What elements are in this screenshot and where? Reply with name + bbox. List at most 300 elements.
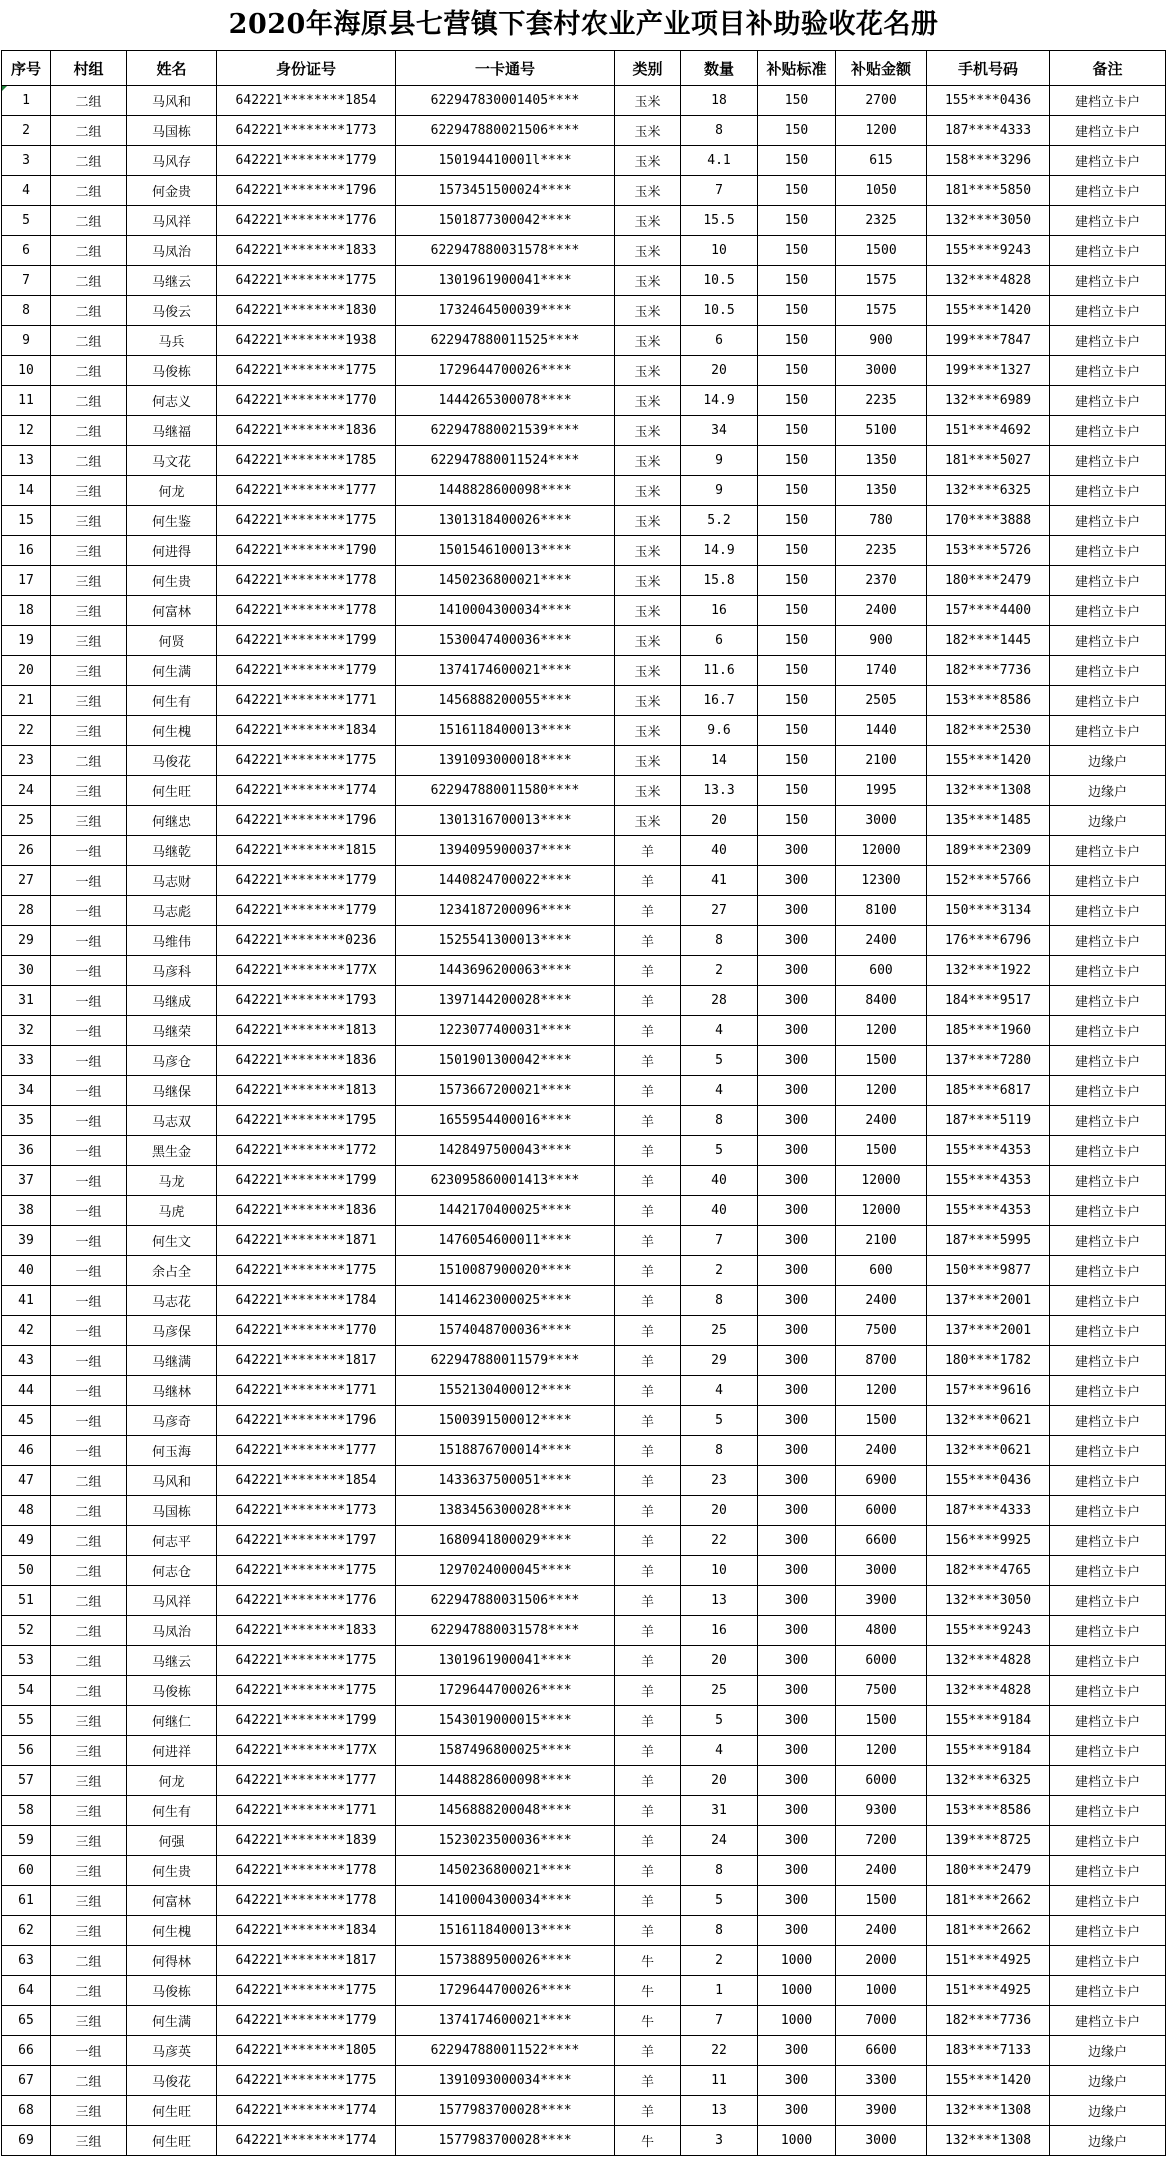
cell-category: 羊 — [615, 1076, 681, 1106]
cell-subsidy-rate: 1000 — [758, 2006, 836, 2036]
cell-category: 玉米 — [615, 146, 681, 176]
cell-card-number: 1574048700036**** — [396, 1316, 615, 1346]
cell-group: 二组 — [51, 1676, 127, 1706]
cell-category: 羊 — [615, 1646, 681, 1676]
cell-index: 47 — [2, 1466, 51, 1496]
cell-subsidy-amount: 6000 — [836, 1496, 927, 1526]
cell-subsidy-rate: 300 — [758, 1106, 836, 1136]
cell-category: 玉米 — [615, 266, 681, 296]
cell-id-number: 642221********1775 — [217, 506, 396, 536]
cell-subsidy-amount: 2400 — [836, 1856, 927, 1886]
cell-card-number: 1444265300078**** — [396, 386, 615, 416]
cell-subsidy-amount: 7500 — [836, 1316, 927, 1346]
cell-subsidy-amount: 2400 — [836, 1106, 927, 1136]
table-row — [2, 2006, 1166, 2036]
cell-id-number: 642221********1770 — [217, 1316, 396, 1346]
cell-category: 玉米 — [615, 656, 681, 686]
cell-subsidy-rate: 300 — [758, 1796, 836, 1826]
cell-category: 羊 — [615, 1766, 681, 1796]
cell-quantity: 9.6 — [681, 716, 758, 746]
cell-subsidy-amount: 7200 — [836, 1826, 927, 1856]
cell-name: 何生文 — [127, 1226, 217, 1256]
cell-category: 羊 — [615, 1586, 681, 1616]
cell-remarks: 建档立卡户 — [1050, 1406, 1166, 1436]
cell-quantity: 6 — [681, 626, 758, 656]
cell-subsidy-rate: 300 — [758, 1826, 836, 1856]
cell-phone: 155****4353 — [927, 1196, 1050, 1226]
table-row — [2, 746, 1166, 776]
cell-id-number: 642221********177X — [217, 1736, 396, 1766]
table-row — [2, 1706, 1166, 1736]
cell-category: 羊 — [615, 1826, 681, 1856]
cell-quantity: 6 — [681, 326, 758, 356]
cell-group: 二组 — [51, 356, 127, 386]
cell-group: 三组 — [51, 1886, 127, 1916]
cell-name: 马虎 — [127, 1196, 217, 1226]
cell-subsidy-amount: 1440 — [836, 716, 927, 746]
cell-phone: 155****1420 — [927, 2066, 1050, 2096]
cell-id-number: 642221********1833 — [217, 1616, 396, 1646]
cell-subsidy-amount: 780 — [836, 506, 927, 536]
table-row — [2, 446, 1166, 476]
cell-id-number: 642221********1775 — [217, 1976, 396, 2006]
table-row — [2, 1616, 1166, 1646]
cell-card-number: 622947880011525**** — [396, 326, 615, 356]
cell-name: 马继云 — [127, 1646, 217, 1676]
cell-remarks: 建档立卡户 — [1050, 506, 1166, 536]
cell-name: 马风祥 — [127, 1586, 217, 1616]
cell-phone: 181****2662 — [927, 1916, 1050, 1946]
cell-remarks: 建档立卡户 — [1050, 1796, 1166, 1826]
cell-name: 马继满 — [127, 1346, 217, 1376]
cell-remarks: 边缘户 — [1050, 806, 1166, 836]
table-row — [2, 356, 1166, 386]
cell-remarks: 边缘户 — [1050, 776, 1166, 806]
cell-phone: 170****3888 — [927, 506, 1050, 536]
cell-id-number: 642221********1774 — [217, 776, 396, 806]
cell-remarks: 建档立卡户 — [1050, 266, 1166, 296]
cell-phone: 132****4828 — [927, 1646, 1050, 1676]
table-row — [2, 1766, 1166, 1796]
cell-remarks: 建档立卡户 — [1050, 1736, 1166, 1766]
cell-remarks: 建档立卡户 — [1050, 1106, 1166, 1136]
cell-subsidy-amount: 5100 — [836, 416, 927, 446]
cell-subsidy-rate: 300 — [758, 986, 836, 1016]
cell-id-number: 642221********1784 — [217, 1286, 396, 1316]
cell-remarks: 建档立卡户 — [1050, 206, 1166, 236]
cell-name: 何强 — [127, 1826, 217, 1856]
cell-subsidy-amount: 3000 — [836, 2126, 927, 2156]
cell-subsidy-amount: 12000 — [836, 1166, 927, 1196]
cell-subsidy-amount: 1500 — [836, 236, 927, 266]
cell-subsidy-rate: 150 — [758, 596, 836, 626]
cell-id-number: 642221********1779 — [217, 866, 396, 896]
cell-id-number: 642221********1778 — [217, 566, 396, 596]
cell-card-number: 1301961900041**** — [396, 1646, 615, 1676]
cell-category: 玉米 — [615, 776, 681, 806]
cell-id-number: 642221********1815 — [217, 836, 396, 866]
header-quantity: 数量 — [681, 51, 758, 86]
cell-group: 一组 — [51, 986, 127, 1016]
cell-quantity: 8 — [681, 1286, 758, 1316]
cell-name: 黑生金 — [127, 1136, 217, 1166]
cell-id-number: 642221********1817 — [217, 1346, 396, 1376]
table-row — [2, 1856, 1166, 1886]
table-row — [2, 1406, 1166, 1436]
cell-id-number: 642221********1775 — [217, 2066, 396, 2096]
cell-index: 63 — [2, 1946, 51, 1976]
cell-remarks: 建档立卡户 — [1050, 1286, 1166, 1316]
cell-name: 何生贵 — [127, 566, 217, 596]
cell-subsidy-rate: 300 — [758, 926, 836, 956]
cell-index: 24 — [2, 776, 51, 806]
cell-name: 何玉海 — [127, 1436, 217, 1466]
cell-subsidy-amount: 2235 — [836, 536, 927, 566]
cell-group: 一组 — [51, 1376, 127, 1406]
cell-subsidy-amount: 3300 — [836, 2066, 927, 2096]
table-row — [2, 2126, 1166, 2156]
cell-group: 三组 — [51, 596, 127, 626]
cell-category: 羊 — [615, 1496, 681, 1526]
cell-category: 羊 — [615, 1376, 681, 1406]
cell-subsidy-rate: 150 — [758, 536, 836, 566]
cell-card-number: 1510087900020**** — [396, 1256, 615, 1286]
cell-group: 二组 — [51, 1586, 127, 1616]
cell-subsidy-amount: 1200 — [836, 1016, 927, 1046]
cell-category: 羊 — [615, 1466, 681, 1496]
table-row — [2, 1316, 1166, 1346]
cell-card-number: 1516118400013**** — [396, 716, 615, 746]
header-name: 姓名 — [127, 51, 217, 86]
cell-card-number: 1442170400025**** — [396, 1196, 615, 1226]
cell-category: 玉米 — [615, 446, 681, 476]
cell-subsidy-rate: 300 — [758, 1226, 836, 1256]
cell-group: 三组 — [51, 1736, 127, 1766]
cell-remarks: 建档立卡户 — [1050, 1886, 1166, 1916]
table-row — [2, 86, 1166, 116]
cell-subsidy-rate: 150 — [758, 386, 836, 416]
table-row — [2, 686, 1166, 716]
cell-remarks: 建档立卡户 — [1050, 1676, 1166, 1706]
cell-index: 54 — [2, 1676, 51, 1706]
cell-quantity: 8 — [681, 116, 758, 146]
cell-id-number: 642221********1776 — [217, 206, 396, 236]
cell-name: 何富林 — [127, 596, 217, 626]
cell-phone: 150****3134 — [927, 896, 1050, 926]
table-row — [2, 626, 1166, 656]
cell-group: 三组 — [51, 1766, 127, 1796]
table-row — [2, 1496, 1166, 1526]
cell-index: 58 — [2, 1796, 51, 1826]
cell-quantity: 8 — [681, 1856, 758, 1886]
table-row — [2, 2096, 1166, 2126]
cell-index: 29 — [2, 926, 51, 956]
cell-phone: 132****1308 — [927, 776, 1050, 806]
cell-group: 三组 — [51, 716, 127, 746]
cell-phone: 155****1420 — [927, 296, 1050, 326]
table-row — [2, 266, 1166, 296]
cell-id-number: 642221********1775 — [217, 356, 396, 386]
cell-subsidy-amount: 6000 — [836, 1646, 927, 1676]
cell-group: 三组 — [51, 2126, 127, 2156]
table-row — [2, 866, 1166, 896]
cell-quantity: 16 — [681, 596, 758, 626]
cell-category: 羊 — [615, 866, 681, 896]
cell-card-number: 1433637500051**** — [396, 1466, 615, 1496]
cell-subsidy-rate: 150 — [758, 746, 836, 776]
cell-quantity: 22 — [681, 1526, 758, 1556]
cell-group: 二组 — [51, 116, 127, 146]
cell-card-number: 1456888200055**** — [396, 686, 615, 716]
cell-quantity: 9 — [681, 446, 758, 476]
cell-subsidy-rate: 150 — [758, 116, 836, 146]
cell-id-number: 642221********1775 — [217, 1556, 396, 1586]
cell-phone: 185****1960 — [927, 1016, 1050, 1046]
cell-category: 羊 — [615, 1016, 681, 1046]
cell-card-number: 1729644700026**** — [396, 356, 615, 386]
cell-remarks: 建档立卡户 — [1050, 1616, 1166, 1646]
cell-index: 7 — [2, 266, 51, 296]
cell-index: 35 — [2, 1106, 51, 1136]
cell-group: 三组 — [51, 1826, 127, 1856]
cell-index: 4 — [2, 176, 51, 206]
cell-card-number: 622947880021506**** — [396, 116, 615, 146]
cell-index: 1 — [2, 86, 51, 116]
header-phone: 手机号码 — [927, 51, 1050, 86]
cell-id-number: 642221********1799 — [217, 626, 396, 656]
cell-quantity: 8 — [681, 1436, 758, 1466]
cell-group: 二组 — [51, 1946, 127, 1976]
cell-phone: 139****8725 — [927, 1826, 1050, 1856]
cell-quantity: 31 — [681, 1796, 758, 1826]
table-row — [2, 1076, 1166, 1106]
cell-quantity: 24 — [681, 1826, 758, 1856]
cell-quantity: 41 — [681, 866, 758, 896]
cell-name: 何富林 — [127, 1886, 217, 1916]
cell-subsidy-rate: 150 — [758, 206, 836, 236]
cell-index: 45 — [2, 1406, 51, 1436]
cell-remarks: 建档立卡户 — [1050, 656, 1166, 686]
cell-card-number: 622947880011580**** — [396, 776, 615, 806]
cell-id-number: 642221********1796 — [217, 176, 396, 206]
cell-group: 一组 — [51, 1136, 127, 1166]
table-row — [2, 2066, 1166, 2096]
table-row — [2, 1166, 1166, 1196]
cell-index: 46 — [2, 1436, 51, 1466]
cell-category: 玉米 — [615, 716, 681, 746]
cell-id-number: 642221********1817 — [217, 1946, 396, 1976]
cell-quantity: 14.9 — [681, 536, 758, 566]
cell-name: 马兵 — [127, 326, 217, 356]
cell-group: 三组 — [51, 566, 127, 596]
cell-id-number: 642221********1770 — [217, 386, 396, 416]
cell-index: 59 — [2, 1826, 51, 1856]
cell-index: 6 — [2, 236, 51, 266]
cell-name: 何金贵 — [127, 176, 217, 206]
cell-name: 何进得 — [127, 536, 217, 566]
cell-name: 马继云 — [127, 266, 217, 296]
cell-id-number: 642221********1854 — [217, 86, 396, 116]
cell-phone: 180****1782 — [927, 1346, 1050, 1376]
cell-index: 60 — [2, 1856, 51, 1886]
cell-quantity: 16 — [681, 1616, 758, 1646]
table-row — [2, 716, 1166, 746]
table-row — [2, 1046, 1166, 1076]
cell-quantity: 4 — [681, 1376, 758, 1406]
cell-id-number: 642221********1795 — [217, 1106, 396, 1136]
cell-subsidy-rate: 300 — [758, 866, 836, 896]
cell-id-number: 642221********1839 — [217, 1826, 396, 1856]
cell-phone: 152****5766 — [927, 866, 1050, 896]
cell-category: 玉米 — [615, 536, 681, 566]
cell-subsidy-amount: 600 — [836, 956, 927, 986]
cell-quantity: 7 — [681, 1226, 758, 1256]
cell-subsidy-amount: 7000 — [836, 2006, 927, 2036]
cell-phone: 187****5119 — [927, 1106, 1050, 1136]
cell-card-number: 1450236800021**** — [396, 566, 615, 596]
cell-id-number: 642221********1779 — [217, 656, 396, 686]
table-row — [2, 1976, 1166, 2006]
cell-category: 牛 — [615, 1946, 681, 1976]
cell-index: 62 — [2, 1916, 51, 1946]
cell-subsidy-amount: 2400 — [836, 1916, 927, 1946]
cell-phone: 132****1308 — [927, 2096, 1050, 2126]
cell-quantity: 10.5 — [681, 296, 758, 326]
header-card-number: 一卡通号 — [396, 51, 615, 86]
cell-quantity: 40 — [681, 836, 758, 866]
cell-remarks: 建档立卡户 — [1050, 866, 1166, 896]
cell-group: 二组 — [51, 206, 127, 236]
cell-subsidy-amount: 6600 — [836, 1526, 927, 1556]
cell-category: 玉米 — [615, 806, 681, 836]
cell-index: 32 — [2, 1016, 51, 1046]
cell-remarks: 边缘户 — [1050, 2096, 1166, 2126]
header-subsidy-amount: 补贴金额 — [836, 51, 927, 86]
cell-quantity: 14.9 — [681, 386, 758, 416]
cell-card-number: 1223077400031**** — [396, 1016, 615, 1046]
cell-category: 羊 — [615, 1346, 681, 1376]
cell-quantity: 13 — [681, 2096, 758, 2126]
cell-phone: 189****2309 — [927, 836, 1050, 866]
cell-index: 49 — [2, 1526, 51, 1556]
cell-remarks: 建档立卡户 — [1050, 356, 1166, 386]
cell-id-number: 642221********1813 — [217, 1076, 396, 1106]
cell-index: 23 — [2, 746, 51, 776]
cell-remarks: 建档立卡户 — [1050, 1496, 1166, 1526]
cell-name: 马志双 — [127, 1106, 217, 1136]
cell-name: 马俊栋 — [127, 1676, 217, 1706]
cell-remarks: 建档立卡户 — [1050, 1436, 1166, 1466]
cell-subsidy-rate: 1000 — [758, 2126, 836, 2156]
cell-card-number: 1732464500039**** — [396, 296, 615, 326]
cell-quantity: 22 — [681, 2036, 758, 2066]
cell-card-number: 622947880021539**** — [396, 416, 615, 446]
cell-subsidy-amount: 6000 — [836, 1766, 927, 1796]
table-row — [2, 1436, 1166, 1466]
cell-group: 一组 — [51, 1346, 127, 1376]
cell-subsidy-amount: 1000 — [836, 1976, 927, 2006]
cell-card-number: 1476054600011**** — [396, 1226, 615, 1256]
cell-group: 一组 — [51, 1076, 127, 1106]
table-row — [2, 1916, 1166, 1946]
cell-group: 二组 — [51, 86, 127, 116]
cell-remarks: 建档立卡户 — [1050, 1826, 1166, 1856]
cell-name: 何生有 — [127, 686, 217, 716]
table-row — [2, 1526, 1166, 1556]
cell-id-number: 642221********1796 — [217, 1406, 396, 1436]
cell-id-number: 642221********1805 — [217, 2036, 396, 2066]
cell-id-number: 642221********1771 — [217, 1376, 396, 1406]
cell-group: 三组 — [51, 2096, 127, 2126]
header-index: 序号 — [2, 51, 51, 86]
table-row — [2, 986, 1166, 1016]
cell-category: 羊 — [615, 1406, 681, 1436]
cell-subsidy-amount: 2400 — [836, 1436, 927, 1466]
cell-remarks: 建档立卡户 — [1050, 1466, 1166, 1496]
cell-group: 一组 — [51, 1016, 127, 1046]
cell-id-number: 642221********1834 — [217, 716, 396, 746]
cell-card-number: 1448828600098**** — [396, 1766, 615, 1796]
cell-index: 41 — [2, 1286, 51, 1316]
cell-group: 一组 — [51, 1286, 127, 1316]
table-row — [2, 1106, 1166, 1136]
cell-phone: 155****4353 — [927, 1166, 1050, 1196]
cell-card-number: 1301316700013**** — [396, 806, 615, 836]
cell-name: 马彦保 — [127, 1316, 217, 1346]
cell-phone: 176****6796 — [927, 926, 1050, 956]
cell-subsidy-rate: 300 — [758, 1676, 836, 1706]
cell-index: 38 — [2, 1196, 51, 1226]
cell-category: 羊 — [615, 1196, 681, 1226]
cell-card-number: 1410004300034**** — [396, 1886, 615, 1916]
cell-subsidy-rate: 150 — [758, 176, 836, 206]
cell-phone: 199****1327 — [927, 356, 1050, 386]
cell-id-number: 642221********1775 — [217, 1676, 396, 1706]
cell-id-number: 642221********1777 — [217, 1766, 396, 1796]
cell-id-number: 642221********1871 — [217, 1226, 396, 1256]
cell-phone: 187****5995 — [927, 1226, 1050, 1256]
cell-card-number: 1501901300042**** — [396, 1046, 615, 1076]
cell-phone: 155****4353 — [927, 1136, 1050, 1166]
cell-subsidy-amount: 2400 — [836, 926, 927, 956]
cell-name: 马风存 — [127, 146, 217, 176]
cell-index: 14 — [2, 476, 51, 506]
table-row — [2, 206, 1166, 236]
cell-phone: 153****8586 — [927, 686, 1050, 716]
cell-card-number: 1729644700026**** — [396, 1976, 615, 2006]
cell-category: 玉米 — [615, 686, 681, 716]
cell-subsidy-amount: 2100 — [836, 1226, 927, 1256]
cell-id-number: 642221********1779 — [217, 2006, 396, 2036]
cell-group: 一组 — [51, 866, 127, 896]
cell-subsidy-rate: 300 — [758, 2096, 836, 2126]
cell-name: 何龙 — [127, 476, 217, 506]
cell-index: 50 — [2, 1556, 51, 1586]
table-row — [2, 1016, 1166, 1046]
cell-subsidy-rate: 300 — [758, 1646, 836, 1676]
cell-card-number: 1234187200096**** — [396, 896, 615, 926]
cell-phone: 187****4333 — [927, 116, 1050, 146]
cell-index: 21 — [2, 686, 51, 716]
cell-group: 三组 — [51, 476, 127, 506]
cell-index: 19 — [2, 626, 51, 656]
cell-name: 马彦英 — [127, 2036, 217, 2066]
cell-id-number: 642221********1772 — [217, 1136, 396, 1166]
cell-id-number: 642221********1779 — [217, 896, 396, 926]
cell-remarks: 建档立卡户 — [1050, 1976, 1166, 2006]
cell-category: 羊 — [615, 1136, 681, 1166]
cell-subsidy-rate: 150 — [758, 716, 836, 746]
